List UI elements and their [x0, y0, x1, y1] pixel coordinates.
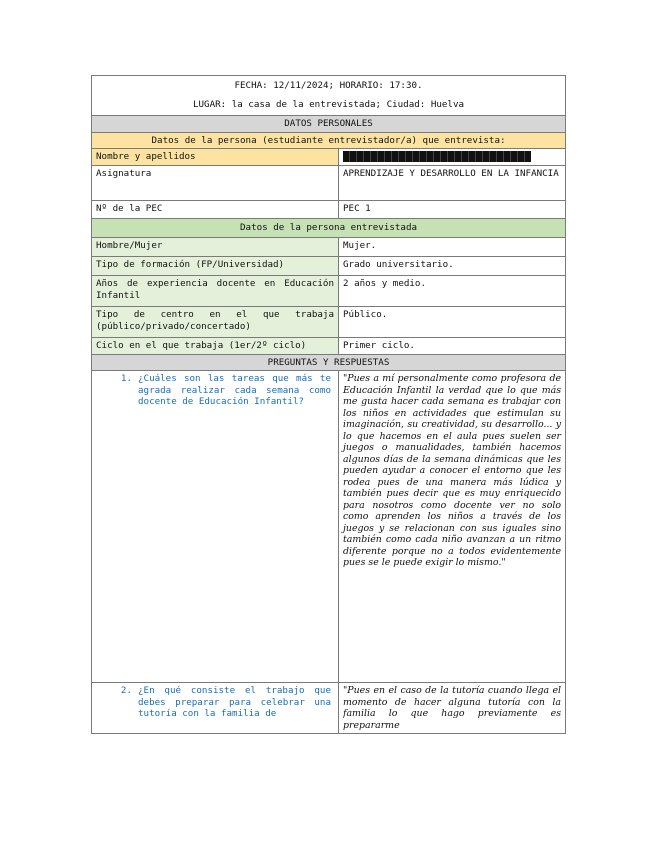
interviewer-row-subject — [92, 165, 566, 200]
place-line: LUGAR: la casa de la entrevistada; Ciudad: Huelva — [192, 99, 465, 110]
interviewee-row-training — [92, 257, 566, 276]
qa-row-1 — [92, 371, 566, 683]
interviewer-row-pec — [92, 200, 566, 218]
answer-text — [339, 683, 566, 734]
interviewer-row-name — [92, 149, 566, 166]
row-label: Años de experiencia docente en Educación Infantil — [92, 276, 339, 307]
answer-text: "Pues a mí personalmente como profesora de Educación Infantil la verdad que lo que más me gusta hacer cada semana es trabajar con los niños en actividades que estimulan su imaginación, su creatividad, su desarrollo... y lo que hacemos en el aula pues suelen ser juegos o manualidades, también hacemos algunos días de la semana dinámicas que les pueden ayudar a conocer el entorno que les rodea pues de una manera más lúdica y también pues decir que es muy enriquecido para nosotros como docente ver no solo como aprenden los niños a través de los juegos y se relacionan con sus iguales sino también como cada niño avanzan a un ritmo diferente porque no a todos evidentemente pues se le puede exigir lo mismo." — [339, 371, 566, 683]
interviewee-row-gender — [92, 238, 566, 257]
interview-form-table — [91, 75, 566, 734]
question-number: 1. — [120, 373, 132, 384]
header-cell — [92, 76, 566, 116]
question-number: 2. — [120, 685, 132, 696]
interviewee-row-experience — [92, 276, 566, 307]
interviewee-row-cycle — [92, 338, 566, 355]
row-value: 2 años y medio. — [339, 276, 566, 307]
answer-text-content: "Pues en el caso de la tutoría cuando llega el momento de hacer alguna tutoría con la familia lo que hago previamente es prepararme — [343, 685, 562, 731]
question-text: ¿En qué consiste el trabajo que debes preparar para celebrar una tutoría con la familia de — [138, 685, 331, 719]
row-label: Nº de la PEC — [92, 200, 339, 218]
row-label: Hombre/Mujer — [92, 238, 339, 257]
redacted-name-block — [343, 151, 531, 162]
date-time-line: FECHA: 12/11/2024; HORARIO: 17:30. — [234, 80, 423, 91]
row-value: Primer ciclo. — [339, 338, 566, 355]
header-row — [92, 76, 566, 116]
qa-row-2 — [92, 683, 566, 734]
row-label: Nombre y apellidos — [92, 149, 339, 166]
question-cell — [92, 683, 339, 734]
section-personal-data: DATOS PERSONALES — [92, 116, 566, 133]
row-value-redacted — [339, 149, 566, 166]
question-cell — [92, 371, 339, 683]
row-value: Mujer. — [339, 238, 566, 257]
interviewee-row-center-type — [92, 307, 566, 338]
row-value: PEC 1 — [339, 200, 566, 218]
question-text: ¿Cuáles son las tareas que más te agrada realizar cada semana como docente de Educación Infantil? — [138, 373, 331, 407]
row-value: Grado universitario. — [339, 257, 566, 276]
row-value: Público. — [339, 307, 566, 338]
section-interviewer-data: Datos de la persona (estudiante entrevistador/a) que entrevista: — [92, 132, 566, 149]
row-value: APRENDIZAJE Y DESARROLLO EN LA INFANCIA — [339, 165, 566, 200]
row-label: Ciclo en el que trabaja (1er/2º ciclo) — [92, 338, 339, 355]
row-label: Tipo de formación (FP/Universidad) — [92, 257, 339, 276]
row-label: Asignatura — [92, 165, 339, 200]
section-qa: PREGUNTAS Y RESPUESTAS — [92, 354, 566, 371]
row-label: Tipo de centro en el que trabaja (público/privado/concertado) — [92, 307, 339, 338]
section-interviewee-data: Datos de la persona entrevistada — [92, 218, 566, 238]
